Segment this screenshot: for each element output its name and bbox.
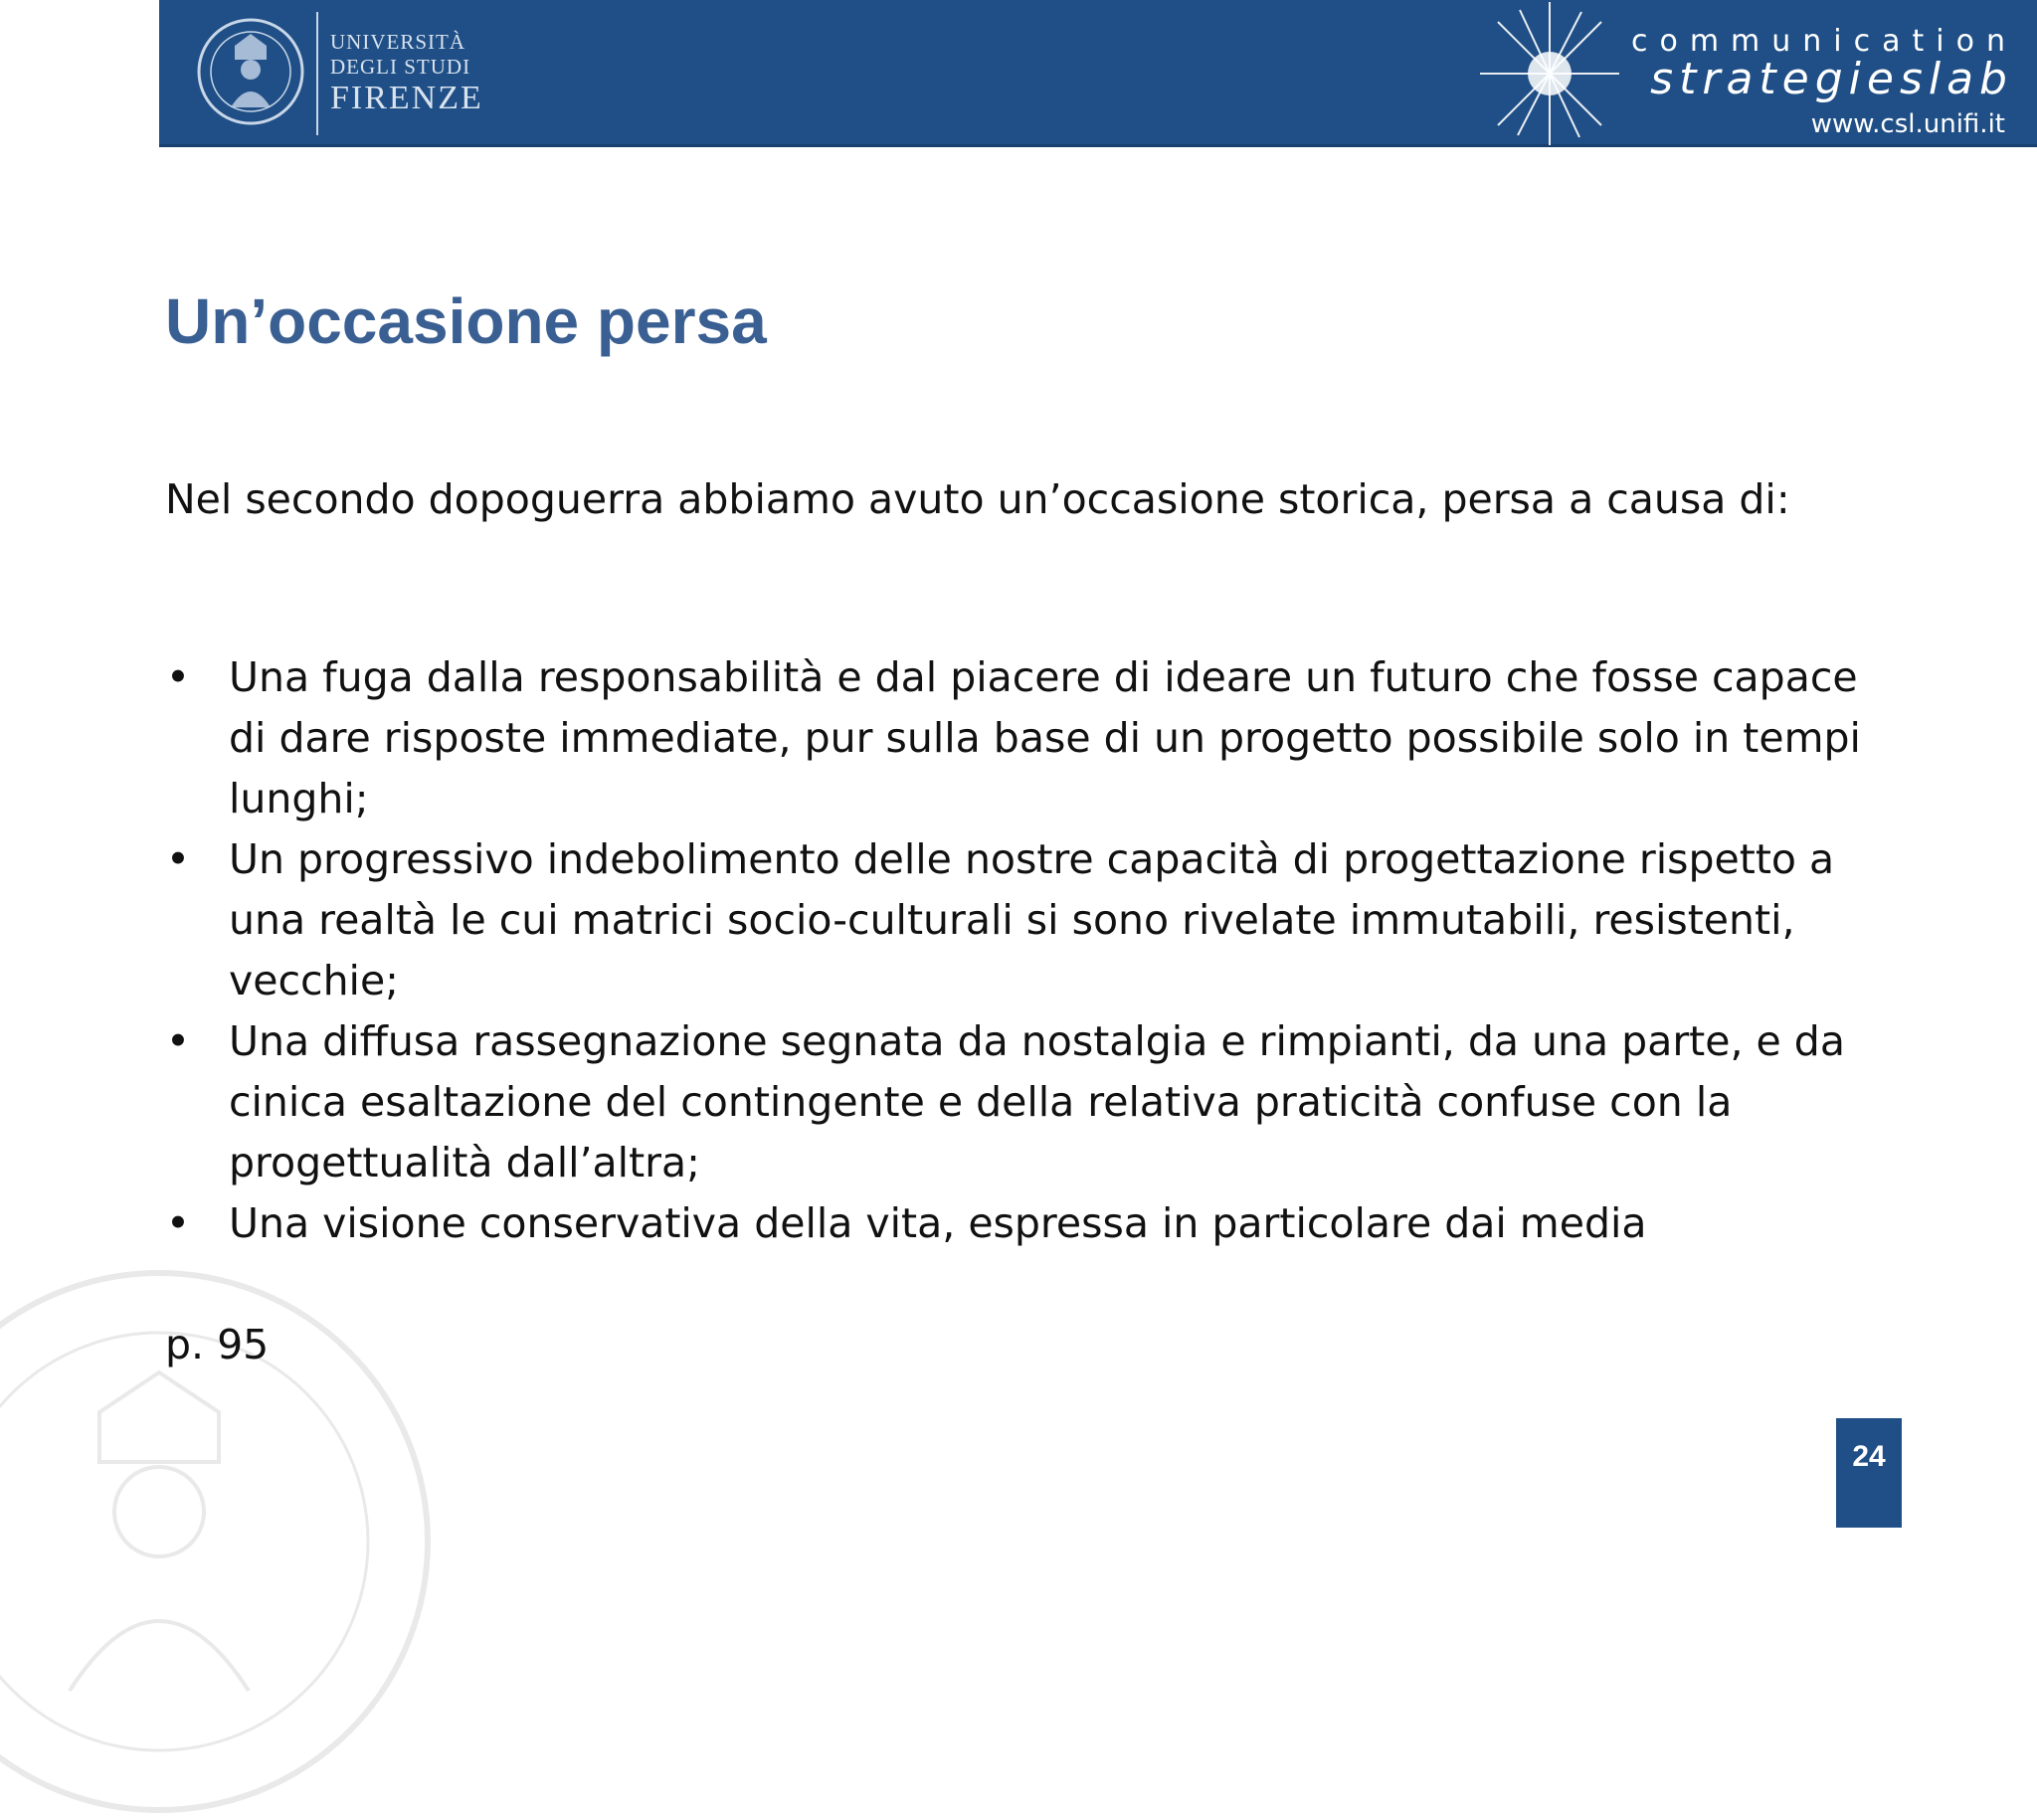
bullet-text: Una visione conservativa della vita, espressa in particolare dai media — [229, 1199, 1647, 1247]
bullet-text: Una fuga dalla responsabilità e dal piacere di ideare un futuro che fosse capace di dare risposte immediate, pur sulla base di un progetto possibile solo in tempi lunghi; — [229, 653, 1861, 822]
bullet-text: Un progressivo indebolimento delle nostre capacità di progettazione rispetto a una realtà le cui matrici socio-culturali si sono rivelate immutabili, resistenti, vecchie; — [229, 835, 1835, 1004]
list-item — [165, 1193, 1896, 1254]
list-item — [165, 1011, 1896, 1193]
bullet-icon: • — [165, 1199, 191, 1247]
header-divider — [316, 12, 318, 135]
university-line2: DEGLI STUDI — [330, 55, 471, 79]
university-line3: FIRENZE — [330, 80, 483, 116]
slide-number: 24 — [1836, 1418, 1902, 1528]
intro-text: Nel secondo dopoguerra abbiamo avuto un’occasione storica, persa a causa di: — [165, 475, 1790, 523]
bullet-icon: • — [165, 835, 191, 883]
lab-name-line2: strategieslab — [1650, 54, 2013, 104]
slide-title: Un’occasione persa — [165, 285, 767, 357]
university-name — [330, 32, 483, 115]
bullet-icon: • — [165, 1017, 191, 1065]
bullet-text: Una diffusa rassegnazione segnata da nostalgia e rimpianti, da una parte, e da cinica esaltazione del contingente e della relativa praticità confuse con la progettualità dall’altra; — [229, 1017, 1845, 1186]
header-band — [159, 0, 2037, 147]
lab-name-line1: communication — [1630, 24, 2017, 59]
university-line1: UNIVERSITÀ — [330, 30, 465, 54]
unifi-seal-icon — [195, 16, 306, 127]
lab-url[interactable]: www.csl.unifi.it — [1810, 109, 2005, 139]
list-item — [165, 829, 1896, 1011]
starburst-icon — [1470, 0, 1629, 147]
bullet-icon: • — [165, 653, 191, 701]
bullet-list — [165, 647, 1896, 1254]
list-item — [165, 647, 1896, 829]
page-reference: p. 95 — [165, 1321, 270, 1368]
